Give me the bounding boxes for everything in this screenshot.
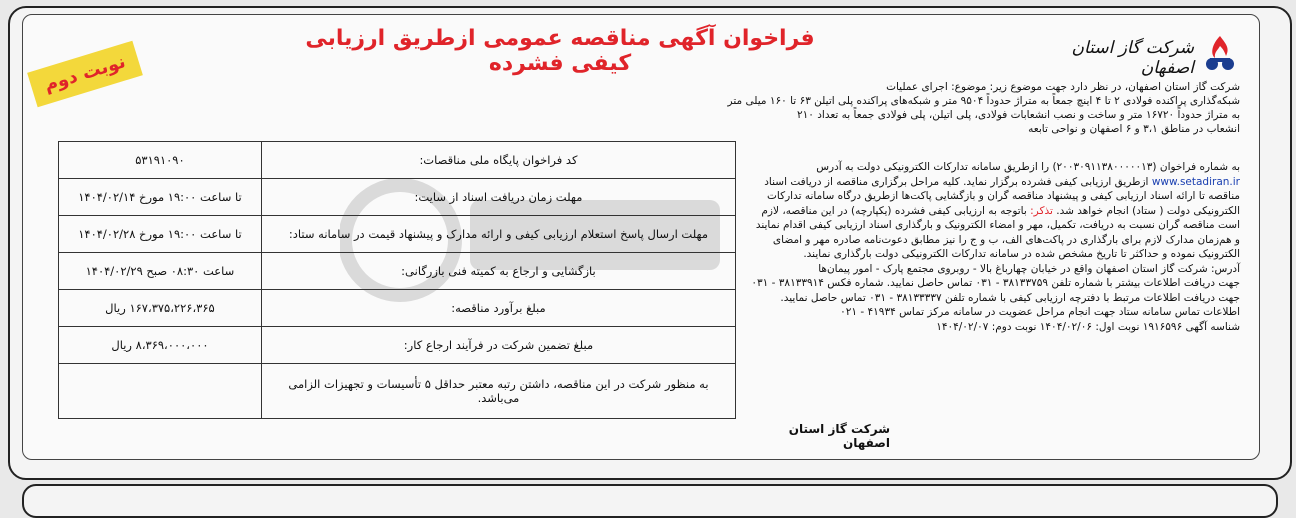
- table-row: [59, 253, 736, 290]
- intro-paragraph: [660, 80, 1240, 136]
- second-issue-badge: نوبت دوم: [27, 41, 143, 108]
- address-text: آدرس: شرکت گاز استان اصفهان واقع در خیابان چهارباغ بالا - روبروی مجتمع پارک - امور پیمان‌ها: [818, 262, 1240, 275]
- body-text: ازطریق ارزیابی کیفی فشرده برگزار نماید. کلیه مراحل برگزاری مناقصه از دریافت اسناد مناقصه تا ارائه اسناد ارزیابی کیفی و پیشنهاد مناقصه گران و بازگشایی پاکت‌ها ازطریق درگاه سامانه تدارکات الکترونیکی دولت ( ستاد) انجام خواهد شد.: [764, 175, 1240, 217]
- company-logo: [1070, 34, 1240, 78]
- setadiran-link[interactable]: www.setadiran.ir: [1151, 175, 1240, 188]
- table-row: [59, 179, 736, 216]
- row-label: مبلغ برآورد مناقصه:: [261, 290, 735, 327]
- table-row: [59, 290, 736, 327]
- company-signature: شرکت گاز استان اصفهان: [788, 422, 890, 450]
- phone-info: اطلاعات تماس سامانه ستاد جهت انجام مراحل عضویت در سامانه مرکز تماس ۴۱۹۳۴ - ۰۲۱: [840, 306, 1240, 318]
- intro-line: انشعاب در مناطق ۳،۱ و ۶ اصفهان و نواحی تابعه: [1028, 123, 1240, 135]
- row-label: مبلغ تضمین شرکت در فرآیند ارجاع کار:: [261, 327, 735, 364]
- table-row: [59, 364, 736, 419]
- phone-info: جهت دریافت اطلاعات بیشتر با شماره تلفن ۳۸۱۳۳۷۵۹ - ۰۳۱ تماس حاصل نمایید. شماره فکس ۳۸۱۳۳۹۱۴ - ۰۳۱: [751, 277, 1240, 289]
- logo-text: شرکت گاز استان اصفهان: [1071, 38, 1194, 78]
- intro-line: به متراژ حدوداً ۱۶۷۲۰ متر و ساخت و نصب انشعابات فولادی، پلی اتیلن، پلی فولادی جمعاً به تعداد ۲۱۰: [796, 109, 1240, 121]
- row-label: مهلت ارسال پاسخ استعلام ارزیابی کیفی و ارائه مدارک و پیشنهاد قیمت در سامانه ستاد:: [261, 216, 735, 253]
- row-value: ساعت ۰۸:۳۰ صبح ۱۴۰۴/۰۲/۲۹: [59, 253, 262, 290]
- row-value: تا ساعت ۱۹:۰۰ مورخ ۱۴۰۴/۰۲/۱۴: [59, 179, 262, 216]
- ad-id-text: شناسه آگهی ۱۹۱۶۵۹۶ نوبت اول: ۱۴۰۴/۰۲/۰۶ نوبت دوم: ۱۴۰۴/۰۲/۰۷: [936, 320, 1240, 333]
- intro-line: شبکه‌گذاری پراکنده فولادی ۲ تا ۴ اینچ جمعاً به متراژ حدوداً ۹۵۰۴ متر و شبکه‌های پراکنده پلی اتیلن ۶۳ تا ۱۶۰ میلی متر: [727, 95, 1240, 107]
- row-value: [59, 364, 262, 419]
- row-label: بازگشایی و ارجاع به کمیته فنی بازرگانی:: [261, 253, 735, 290]
- row-value: ۱۶۷،۳۷۵،۲۲۶،۳۶۵ ریال: [59, 290, 262, 327]
- ad-body-text: [750, 160, 1240, 334]
- row-value: تا ساعت ۱۹:۰۰ مورخ ۱۴۰۴/۰۲/۲۸: [59, 216, 262, 253]
- row-label: به منظور شرکت در این مناقصه، داشتن رتبه معتبر حداقل ۵ تأسیسات و تجهیزات الزامی می‌باشد.: [261, 364, 735, 419]
- row-label: مهلت زمان دریافت اسناد از سایت:: [261, 179, 735, 216]
- ad-title: فراخوان آگهی مناقصه عمومی ازطریق ارزیابی کیفی فشرده: [305, 26, 815, 76]
- body-text: به شماره فراخوان (۲۰۰۳۰۹۱۱۳۸۰۰۰۰۰۱۳) را ازطریق سامانه تدارکات الکترونیکی دولت به آدرس: [816, 161, 1240, 173]
- table-row: [59, 216, 736, 253]
- note-label: تذکر:: [1030, 204, 1053, 217]
- intro-line: شرکت گاز استان اصفهان، در نظر دارد جهت موضوع زیر: موضوع: اجرای عملیات: [886, 81, 1240, 93]
- row-value: ۸،۳۶۹،۰۰۰،۰۰۰ ریال: [59, 327, 262, 364]
- phone-info: جهت دریافت اطلاعات مرتبط با دفترچه ارزیابی کیفی با شماره تلفن ۳۸۱۳۳۳۳۷ - ۰۳۱ تماس حاصل نمایید.: [780, 291, 1240, 304]
- next-ad-frame: [22, 484, 1278, 518]
- table-row: [59, 327, 736, 364]
- row-label: کد فراخوان پایگاه ملی مناقصات:: [261, 142, 735, 179]
- body-text: باتوجه به ارزیابی کیفی فشرده (یکپارچه) در این مناقصه، لازم است مناقصه گران نسبت به دریافت، تکمیل، مهر و امضاء الکترونیک و بارگذاری اسناد ارزیابی کیفی اقدام نمایند و هم‌زمان مدارک لازم برای بارگذاری در پاکت‌های الف، ب و ج را نیز مطابق دعوت‌نامه صادره مهر و امضای الکترونیک نموده و حداکثر تا تاریخ مشخص شده در سامانه تدارکات الکترونیکی دولت بارگذاری نمایند.: [755, 204, 1240, 260]
- table-row: [59, 142, 736, 179]
- tender-info-table: [58, 141, 736, 419]
- gas-flame-icon: [1200, 34, 1240, 74]
- row-value: ۵۳۱۹۱۰۹۰: [59, 142, 262, 179]
